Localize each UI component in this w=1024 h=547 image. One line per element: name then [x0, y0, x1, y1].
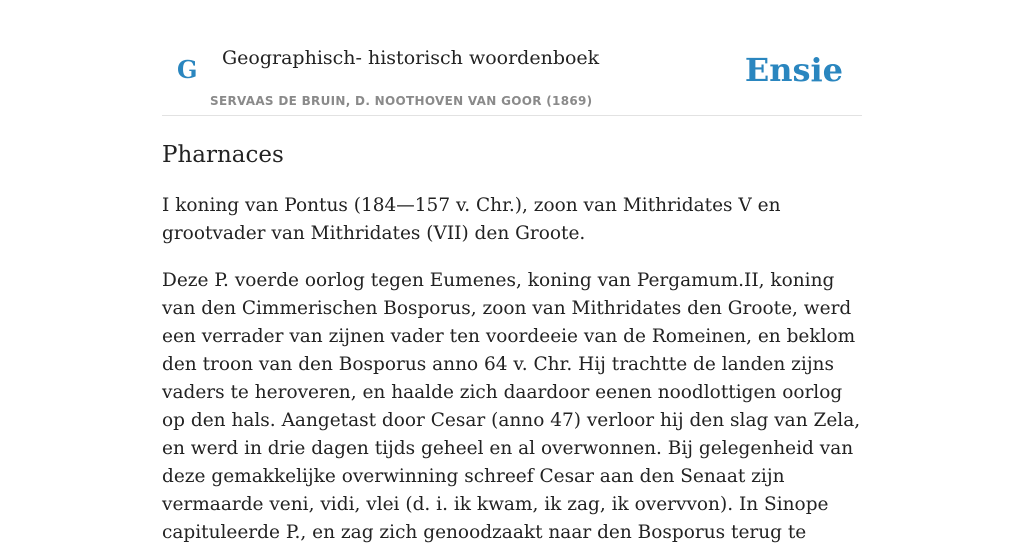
- entry-title: Pharnaces: [162, 142, 284, 168]
- article: [162, 116, 862, 547]
- book-author-year: SERVAAS DE BRUIN, D. NOOTHOVEN VAN GOOR (1869): [210, 94, 593, 108]
- site-header: [162, 0, 862, 116]
- ensie-logo[interactable]: Ensie: [744, 51, 843, 89]
- book-logo[interactable]: G: [177, 55, 198, 84]
- article-paragraph: Deze P. voerde oorlog tegen Eumenes, koning van Pergamum.II, koning van den Cimmerischen Bosporus, zoon van Mithridates den Groote, werd een verrader van zijnen vader ten voordeeie van de Romeinen, en beklom den troon van den Bosporus anno 64 v. Chr. Hij trachtte de landen zijns vaders te heroveren, en haalde zich daardoor eenen noodlottigen oorlog op den hals. Aangetast door Cesar (anno 47) verloor hij den slag van Zela, en werd in drie dagen tijds geheel en al overwonnen. Bij gelegenheid van deze gemakkelijke overwinning schreef Cesar aan den Senaat zijn vermaarde veni, vidi, vlei (d. i. ik kwam, ik zag, ik overvvon). In Sinope capituleerde P., en zag zich genoodzaakt naar den Bosporus terug te: [162, 270, 861, 543]
- article-paragraph: I koning van Pontus (184—157 v. Chr.), zoon van Mithridates V en grootvader van Mithridates (VII) den Groote.: [162, 195, 781, 244]
- book-title[interactable]: Geographisch- historisch woordenboek: [222, 47, 600, 69]
